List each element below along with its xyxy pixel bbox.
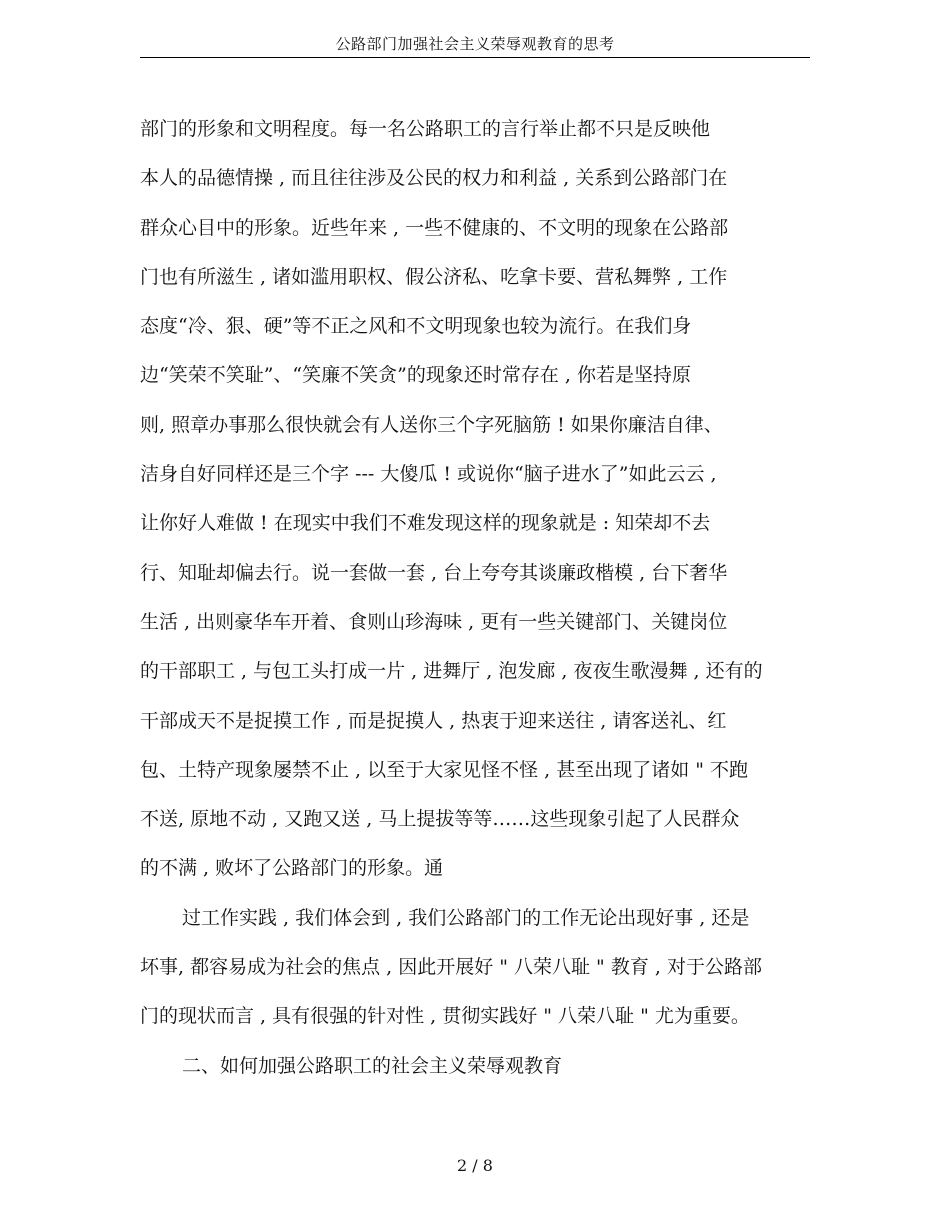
text-line: 边“笑荣不笑耻”、“笑廉不笑贪”的现象还时常存在 , 你若是坚持原	[140, 364, 691, 387]
text-line: 部门的形象和文明程度。每一名公路职工的言行举止都不只是反映他	[140, 118, 711, 140]
text-line: 的不满 , 败坏了公路部门的形象。通	[140, 857, 444, 880]
text-line: 洁身自好同样还是三个字 --- 大傻瓜 ! 或说你“脑子进水了”如此云云 ,	[140, 463, 717, 486]
text-line: 生活 , 出则豪华车开着、食则山珍海味 , 更有一些关键部门、关键岗位	[140, 610, 728, 633]
text-line: 态度“冷、狠、硬”等不正之风和不文明现象也较为流行。在我们身	[140, 315, 692, 338]
text-line: 则, 照章办事那么很快就会有人送你三个字死脑筋 ! 如果你廉洁自律、	[140, 413, 723, 436]
text-line: 行、知耻却偏去行。说一套做一套 , 台上夸夸其谈廉政楷模 , 台下奢华	[140, 561, 728, 584]
text-line: 坏事, 都容易成为社会的焦点 , 因此开展好 " 八荣八耻 " 教育 , 对于公路部	[140, 956, 762, 979]
text-line: 干部成天不是捉摸工作 , 而是捉摸人 , 热衷于迎来送往 , 请客送礼、红	[140, 709, 727, 732]
text-line: 让你好人难做 ! 在现实中我们不难发现这样的现象就是 : 知荣却不去	[140, 512, 711, 535]
text-line: 的干部职工 , 与包工头打成一片 , 进舞厅 , 泡发廊 , 夜夜生歌漫舞 , 还有的	[140, 660, 763, 683]
text-line: 门的现状而言 , 具有很强的针对性 , 贯彻实践好 " 八荣八耻 " 尤为重要。	[140, 1005, 750, 1028]
header-divider	[140, 57, 810, 58]
text-line: 门也有所滋生 , 诸如滥用职权、假公济私、吃拿卡要、营私舞弊 , 工作	[140, 265, 728, 288]
text-line: 过工作实践 , 我们体会到 , 我们公路部门的工作无论出现好事 , 还是	[182, 906, 750, 929]
text-line: 包、土特产现象屡禁不止 , 以至于大家见怪不怪 , 甚至出现了诸如 " 不跑	[140, 758, 749, 781]
page-number: 2 / 8	[457, 1156, 493, 1175]
text-line: 不送, 原地不动 , 又跑又送 , 马上提拔等等……这些现象引起了人民群众	[140, 808, 740, 831]
text-line: 群众心目中的形象。近些年来 , 一些不健康的、不文明的现象在公路部	[140, 216, 729, 239]
document-body	[140, 105, 820, 1091]
text-line: 本人的品德情操 , 而且往往涉及公民的权力和利益 , 关系到公路部门在	[140, 167, 728, 190]
text-line: 二、如何加强公路职工的社会主义荣辱观教育	[182, 1054, 563, 1077]
page-header-title: 公路部门加强社会主义荣辱观教育的思考	[335, 35, 615, 53]
